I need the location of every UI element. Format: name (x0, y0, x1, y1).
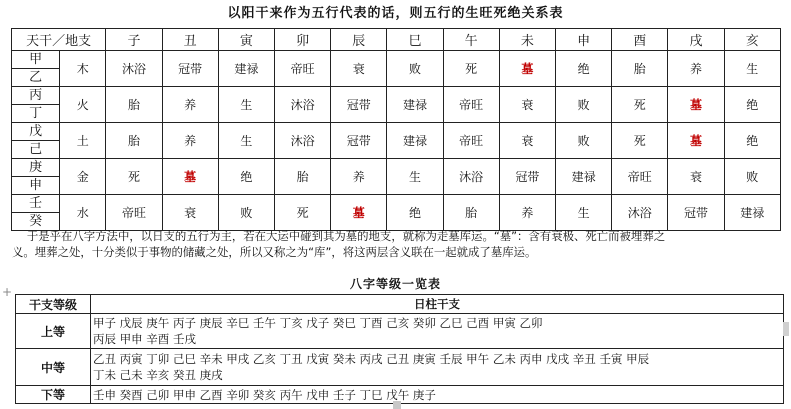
stage-cell: 死 (443, 51, 499, 87)
element-row (12, 87, 781, 123)
level-row (16, 314, 784, 349)
stage-cell: 冠带 (499, 159, 555, 195)
element-row (12, 123, 781, 159)
stage-cell: 沐浴 (443, 159, 499, 195)
stem-cell (12, 159, 60, 195)
element-label: 水 (60, 195, 106, 231)
stage-cell: 衰 (331, 51, 387, 87)
table1-title: 以阳干来作为五行代表的话，则五行的生旺死绝关系表 (227, 6, 564, 21)
pillar-list (91, 386, 784, 404)
stage-cell: 墓 (668, 87, 724, 123)
stage-cell: 胎 (612, 51, 668, 87)
stage-cell: 衰 (499, 87, 555, 123)
stage-cell: 建禄 (724, 195, 780, 231)
stage-cell: 沐浴 (274, 87, 330, 123)
pillar-line: 甲子 戊辰 庚午 丙子 庚辰 辛巳 壬午 丁亥 戊子 癸巳 丁酉 己亥 癸卯 乙巳 己酉 甲寅 乙卯 (93, 316, 543, 330)
stem-cell (12, 195, 60, 231)
element-row (12, 159, 781, 195)
level-label: 上等 (16, 314, 91, 349)
stage-cell: 绝 (387, 195, 443, 231)
stage-cell: 帝旺 (274, 51, 330, 87)
paragraph-line-1: 于是乎在八字方法中，以日支的五行为主，若在大运中碰到其为墓的地支，就称为走墓库运。“墓”：含有衰极、死亡而被埋葬之 (26, 229, 666, 243)
stage-cell: 绝 (218, 159, 274, 195)
corner-header: 天干／地支 (12, 29, 106, 51)
scrollbar-right[interactable] (783, 322, 789, 336)
stage-cell: 败 (724, 159, 780, 195)
paragraph-line-2: 义。埋葬之处，十分类似于事物的储藏之处，所以又称之为“库”，将这两层含义联在一起就成了墓库运。 (12, 245, 537, 259)
stage-cell: 帝旺 (443, 123, 499, 159)
stage-cell: 墓 (162, 159, 218, 195)
stage-cell: 衰 (162, 195, 218, 231)
stage-cell: 败 (218, 195, 274, 231)
stem-label: 申 (29, 178, 43, 193)
branch-header: 戌 (668, 29, 724, 51)
stem-label: 己 (29, 142, 43, 157)
element-label: 土 (60, 123, 106, 159)
level-label: 中等 (16, 349, 91, 386)
branch-header: 辰 (331, 29, 387, 51)
branch-header: 申 (555, 29, 611, 51)
stage-cell: 胎 (274, 159, 330, 195)
stage-cell: 养 (668, 51, 724, 87)
branch-header: 午 (443, 29, 499, 51)
stage-cell: 沐浴 (106, 51, 162, 87)
stage-cell: 胎 (106, 87, 162, 123)
stage-cell: 养 (162, 87, 218, 123)
element-label: 金 (60, 159, 106, 195)
stem-label: 丙 (12, 87, 59, 105)
element-row (12, 195, 781, 231)
branch-header: 卯 (274, 29, 330, 51)
changsheng-table (11, 28, 781, 231)
stage-cell: 胎 (443, 195, 499, 231)
pillar-list (91, 314, 784, 349)
stage-cell: 冠带 (331, 123, 387, 159)
stage-cell: 死 (274, 195, 330, 231)
stage-cell: 养 (499, 195, 555, 231)
branch-header: 寅 (218, 29, 274, 51)
stage-cell: 生 (387, 159, 443, 195)
branch-header: 丑 (162, 29, 218, 51)
branch-header: 酉 (612, 29, 668, 51)
stage-cell: 建禄 (218, 51, 274, 87)
table-move-handle-icon[interactable]: + (2, 285, 13, 299)
level-header: 干支等级 (16, 295, 91, 314)
stage-cell: 帝旺 (443, 87, 499, 123)
stage-cell: 死 (106, 159, 162, 195)
element-row (12, 51, 781, 87)
stem-label: 戊 (12, 123, 59, 141)
table2-title: 八字等级一览表 (349, 277, 441, 291)
stage-cell: 胎 (106, 123, 162, 159)
stem-label: 乙 (29, 70, 43, 85)
stage-cell: 沐浴 (274, 123, 330, 159)
branch-header: 亥 (724, 29, 780, 51)
header-row (12, 29, 781, 51)
level-label: 下等 (16, 386, 91, 404)
level-header-row (16, 295, 784, 314)
stage-cell: 冠带 (668, 195, 724, 231)
stage-cell: 死 (612, 87, 668, 123)
stage-cell: 建禄 (555, 159, 611, 195)
stage-cell: 败 (387, 51, 443, 87)
stem-label: 庚 (12, 159, 59, 177)
element-label: 火 (60, 87, 106, 123)
stage-cell: 绝 (724, 123, 780, 159)
pillar-line: 壬申 癸酉 己卯 甲申 乙酉 辛卯 癸亥 丙午 戊申 壬子 丁巳 戊午 庚子 (93, 387, 436, 402)
description-paragraph (12, 228, 782, 260)
stage-cell: 沐浴 (612, 195, 668, 231)
stem-cell (12, 87, 60, 123)
element-label: 木 (60, 51, 106, 87)
stage-cell: 冠带 (162, 51, 218, 87)
bazi-level-table (15, 294, 784, 404)
stem-cell (12, 123, 60, 159)
stage-cell: 墓 (499, 51, 555, 87)
branch-header: 子 (106, 29, 162, 51)
stage-cell: 绝 (555, 51, 611, 87)
stem-label: 癸 (29, 214, 43, 229)
scrollbar-bottom[interactable] (393, 401, 401, 409)
level-row (16, 349, 784, 386)
stage-cell: 帝旺 (106, 195, 162, 231)
pillar-line: 丙辰 甲申 辛酉 壬戌 (93, 332, 196, 346)
pillar-list (91, 349, 784, 386)
stage-cell: 生 (218, 87, 274, 123)
stage-cell: 绝 (724, 87, 780, 123)
stage-cell: 建禄 (387, 87, 443, 123)
stem-label: 丁 (29, 106, 43, 121)
stage-cell: 墓 (331, 195, 387, 231)
stem-label: 壬 (12, 195, 59, 213)
stage-cell: 生 (555, 195, 611, 231)
branch-header: 巳 (387, 29, 443, 51)
stem-label: 甲 (12, 51, 59, 69)
stage-cell: 建禄 (387, 123, 443, 159)
stem-cell (12, 51, 60, 87)
stage-cell: 死 (612, 123, 668, 159)
stage-cell: 帝旺 (612, 159, 668, 195)
stage-cell: 养 (162, 123, 218, 159)
stage-cell: 生 (218, 123, 274, 159)
stage-cell: 墓 (668, 123, 724, 159)
stage-cell: 生 (724, 51, 780, 87)
stage-cell: 冠带 (331, 87, 387, 123)
pillar-line: 乙丑 丙寅 丁卯 己巳 辛未 甲戌 乙亥 丁丑 戊寅 癸未 丙戌 己丑 庚寅 壬辰 甲午 乙未 丙申 戊戌 辛丑 壬寅 甲辰 (93, 352, 650, 366)
stage-cell: 衰 (499, 123, 555, 159)
pillar-line: 丁未 己未 辛亥 癸丑 庚戌 (93, 368, 223, 382)
branch-header: 未 (499, 29, 555, 51)
stage-cell: 败 (555, 87, 611, 123)
stage-cell: 养 (331, 159, 387, 195)
stage-cell: 败 (555, 123, 611, 159)
pillar-header: 日柱干支 (91, 295, 784, 314)
stage-cell: 衰 (668, 159, 724, 195)
